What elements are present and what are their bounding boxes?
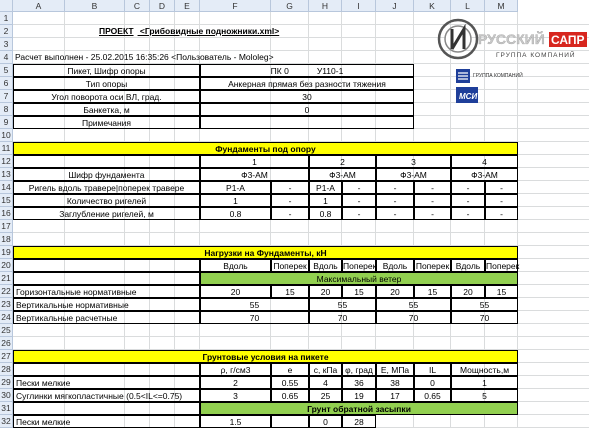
loads-title[interactable]: Нагрузки на Фундаменты, кН [13,246,518,259]
row-header-2[interactable]: 2 [0,25,13,38]
riegel-depth[interactable]: - [376,207,414,220]
row-header-3[interactable]: 3 [0,38,13,51]
soil-value[interactable]: 0.65 [414,389,451,402]
column-header-M[interactable]: M [485,0,518,12]
foundation-code[interactable]: Ф3-АМ [376,168,451,181]
column-header-L[interactable]: L [451,0,485,12]
row-header-12[interactable]: 12 [0,155,13,168]
load-direction[interactable]: Вдоль [200,259,271,272]
column-header-I[interactable]: I [342,0,376,12]
group-label-text: ГРУППА КОМПАНИЙ [473,73,523,79]
soil-value[interactable]: 0.55 [271,376,309,389]
foundation-code[interactable]: Ф3-АМ [309,168,376,181]
backfill-value[interactable]: 28 [342,415,376,428]
row-header-11[interactable]: 11 [0,142,13,155]
soil-header[interactable]: φ, град [342,363,376,376]
soil-value[interactable]: 3 [200,389,271,402]
soil-value[interactable]: 36 [342,376,376,389]
picket-value[interactable] [200,64,414,77]
riegel-value[interactable]: - [485,181,518,194]
column-header-J[interactable]: J [376,0,414,12]
row-header-20[interactable]: 20 [0,259,13,272]
wind-mode[interactable]: Максимальный ветер [200,272,518,285]
backfill-value[interactable]: 1.5 [200,415,271,428]
soil-header[interactable]: E, МПа [376,363,414,376]
horiz-value[interactable]: 15 [342,285,376,298]
blank[interactable] [13,402,200,415]
riegel-depth[interactable]: 0.8 [200,207,271,220]
soil-name[interactable]: Суглинки мягкопластичные (0.5<IL<=0.75) [13,389,200,402]
horiz-value[interactable]: 20 [309,285,342,298]
riegel-value[interactable]: Р1-А [200,181,271,194]
picket-label[interactable]: Пикет, Шифр опоры [13,64,200,77]
soil-value[interactable]: 19 [342,389,376,402]
horiz-value[interactable]: 20 [200,285,271,298]
riegel-count[interactable]: - [414,194,451,207]
load-direction[interactable]: Поперек [415,261,450,271]
row-header-19[interactable]: 19 [0,246,13,259]
gridline-h [13,232,589,233]
brand-left-text: РУССКИЙ [478,31,545,47]
foundation-code[interactable]: Ф3-АМ [200,168,309,181]
riegel-count-label[interactable]: Количество ригелей [13,194,200,207]
horiz-value[interactable]: 20 [376,285,414,298]
foundation-code[interactable]: Ф3-АМ [451,168,518,181]
row-header-4[interactable]: 4 [0,51,13,64]
riegel-count[interactable]: - [271,194,309,207]
vert-calc-value[interactable]: 70 [309,311,376,324]
row-header-21[interactable]: 21 [0,272,13,285]
riegel-count[interactable]: - [376,194,414,207]
row-header-8[interactable]: 8 [0,103,13,116]
column-header-C[interactable]: C [125,0,150,12]
horiz-value[interactable]: 15 [485,285,518,298]
soil-value[interactable]: 38 [376,376,414,389]
vert-norm-label[interactable]: Вертикальные нормативные [13,298,200,311]
support-type-label[interactable]: Тип опоры [13,77,200,90]
row-header-30[interactable]: 30 [0,389,13,402]
notes-label[interactable]: Примечания [13,116,200,129]
column-header-H[interactable]: H [309,0,342,12]
horiz-label[interactable]: Горизонтальные нормативные [13,285,200,298]
riegel-depth[interactable]: - [342,207,376,220]
row-header-5[interactable]: 5 [0,64,13,77]
picket-code: ПК 0 [270,66,289,76]
column-header-D[interactable]: D [150,0,175,12]
project-label: ПРОЕКТ [99,26,134,36]
russkiy-sapr-logo [436,13,589,65]
backfill-value[interactable]: 0 [309,415,342,428]
soil-value[interactable]: 17 [376,389,414,402]
banket-label[interactable]: Банкетка, м [13,103,200,116]
notes-value[interactable] [200,116,414,129]
vert-norm-value[interactable]: 55 [309,298,376,311]
angle-label[interactable]: Угол поворота оси ВЛ, град. [13,90,200,103]
row-header-31[interactable]: 31 [0,402,13,415]
soil-header[interactable]: с, кПа [309,363,342,376]
foundation-code-label[interactable]: Шифр фундамента [13,168,200,181]
vert-calc-value[interactable]: 70 [451,311,518,324]
load-direction[interactable]: Вдоль [309,259,342,272]
row-header-17[interactable]: 17 [0,220,13,233]
brand-right-text: САПР [551,33,585,47]
row-header-7[interactable]: 7 [0,90,13,103]
riegel-depth[interactable]: - [485,207,518,220]
vert-norm-value[interactable]: 55 [451,298,518,311]
riegel-value[interactable]: Р1-А [309,181,342,194]
blank[interactable] [13,272,200,285]
column-header-F[interactable]: F [200,0,271,12]
row-header-23[interactable]: 23 [0,298,13,311]
row-header-10[interactable]: 10 [0,129,13,142]
vert-calc-label[interactable]: Вертикальные расчетные [13,311,200,324]
column-header-E[interactable]: E [175,0,200,12]
load-direction[interactable]: Вдоль [376,259,414,272]
soil-value[interactable]: 0.65 [271,389,309,402]
banket-value[interactable]: 0 [200,103,414,116]
horiz-value[interactable]: 15 [271,285,309,298]
foundation-number[interactable]: 3 [376,155,451,168]
row-header-24[interactable]: 24 [0,311,13,324]
brand-sub-text: ГРУППА КОМПАНИЙ [496,52,576,59]
riegel-count[interactable]: 1 [200,194,271,207]
row-header-14[interactable]: 14 [0,181,13,194]
horiz-value[interactable]: 15 [414,285,451,298]
riegel-value[interactable]: - [451,181,485,194]
project-title[interactable] [65,25,342,38]
riegel-value[interactable]: - [376,181,414,194]
backfill-name[interactable]: Пески мелкие [13,415,200,428]
backfill-title[interactable]: Грунт обратной засыпки [200,402,518,415]
vert-calc-value[interactable]: 70 [200,311,309,324]
msi-logo [456,69,523,107]
column-header-G[interactable]: G [271,0,309,12]
soil-header[interactable]: e [271,363,309,376]
column-header-K[interactable]: K [414,0,451,12]
soil-header[interactable]: IL [414,363,451,376]
load-direction[interactable]: Поперек [486,261,520,271]
soil-title[interactable]: Грунтовые условия на пикете [13,350,518,363]
calc-info[interactable]: Расчет выполнен - 25.02.2015 16:35:26 <Пользователь - Mololeg> [15,52,274,62]
gridline-h [13,336,589,337]
riegel-depth[interactable]: - [414,207,451,220]
backfill-value[interactable] [271,415,309,428]
soil-value[interactable]: 5 [451,389,518,402]
msi-text: МСИ [459,92,478,101]
row-header-28[interactable]: 28 [0,363,13,376]
soil-header[interactable]: ρ, г/см3 [200,363,271,376]
row-header-18[interactable]: 18 [0,233,13,246]
soil-value[interactable]: 1 [451,376,518,389]
riegel-depth-label[interactable]: Заглубление ригелей, м [13,207,200,220]
riegel-count[interactable]: - [342,194,376,207]
row-header-13[interactable]: 13 [0,168,13,181]
select-all-corner[interactable] [0,0,13,12]
riegel-value[interactable]: - [342,181,376,194]
load-direction[interactable]: Вдоль [451,259,485,272]
row-header-9[interactable]: 9 [0,116,13,129]
blank[interactable] [13,155,200,168]
riegel-count[interactable]: - [485,194,518,207]
soil-value[interactable]: 2 [200,376,271,389]
load-direction[interactable]: Поперек [271,259,309,272]
support-code: У110-1 [316,66,344,76]
riegel-label[interactable]: Ригель вдоль травере|поперек травере [13,181,200,194]
blank[interactable] [13,259,200,272]
soil-value[interactable]: 4 [309,376,342,389]
support-type-value[interactable]: Анкерная прямая без разности тяжения [200,77,414,90]
row-header-22[interactable]: 22 [0,285,13,298]
riegel-count[interactable]: - [451,194,485,207]
row-header-25[interactable]: 25 [0,324,13,337]
soil-value[interactable]: 25 [309,389,342,402]
row-header-32[interactable]: 32 [0,415,13,428]
soil-value[interactable]: 0 [414,376,451,389]
load-direction[interactable]: Поперек [343,261,377,271]
row-header-27[interactable]: 27 [0,350,13,363]
row-header-16[interactable]: 16 [0,207,13,220]
angle-value[interactable]: 30 [200,90,414,103]
riegel-depth[interactable]: 0.8 [309,207,342,220]
project-file: <Грибовидные подножники.xml> [137,26,280,36]
soil-header[interactable]: Мощность,м [451,363,518,376]
vert-norm-value[interactable]: 55 [376,298,451,311]
riegel-count[interactable]: 1 [309,194,342,207]
riegel-value[interactable]: - [271,181,309,194]
riegel-value[interactable]: - [414,181,451,194]
column-header-B[interactable]: B [65,0,125,12]
horiz-value[interactable]: 20 [451,285,485,298]
blank[interactable] [13,363,200,376]
row-header-26[interactable]: 26 [0,337,13,350]
vert-norm-value[interactable]: 55 [200,298,309,311]
row-header-1[interactable]: 1 [0,12,13,25]
row-header-6[interactable]: 6 [0,77,13,90]
soil-name[interactable]: Пески мелкие [13,376,200,389]
column-header-A[interactable]: A [13,0,65,12]
row-header-15[interactable]: 15 [0,194,13,207]
foundation-number[interactable]: 2 [309,155,376,168]
row-header-29[interactable]: 29 [0,376,13,389]
riegel-depth[interactable]: - [271,207,309,220]
riegel-depth[interactable]: - [451,207,485,220]
foundation-number[interactable]: 4 [451,155,518,168]
vert-calc-value[interactable]: 70 [376,311,451,324]
foundations-title[interactable]: Фундаменты под опору [13,142,518,155]
foundation-number[interactable]: 1 [200,155,309,168]
